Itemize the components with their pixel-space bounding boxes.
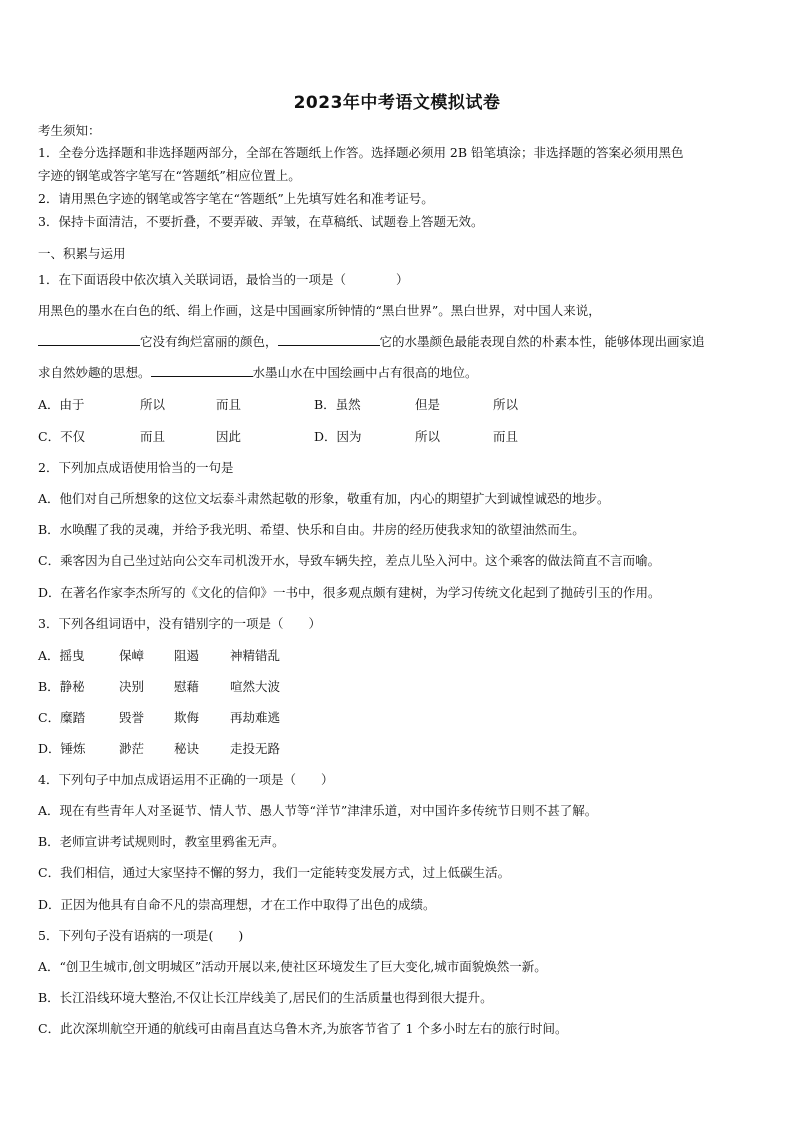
q3-option-row-c[interactable] [38, 708, 758, 728]
option-label: C．糜踏 [38, 710, 86, 725]
option-word: 毁誉 [119, 710, 145, 725]
q2-stem: 2．下列加点成语使用恰当的一句是 [38, 460, 234, 475]
option-label: D．锤炼 [38, 741, 86, 756]
notice-list [38, 141, 758, 233]
page-title: 2023年中考语文模拟试卷 [293, 93, 501, 113]
q4-stem: 4．下列句子中加点成语运用不正确的一项是（ ） [38, 772, 334, 787]
option-word: 慰藉 [174, 679, 200, 694]
section-title: 一、积累与运用 [38, 246, 126, 261]
notice-item: 1．全卷分选择题和非选择题两部分，全部在答题纸上作答。选择题必须用 2B 铅笔填涂；非选择题的答案必须用黑色 [38, 145, 684, 160]
option-d[interactable]: D．正因为他具有自命不凡的崇高理想，才在工作中取得了出色的成绩。 [38, 897, 436, 912]
option-word: 喧然大波 [230, 679, 281, 694]
notice-item: 3．保持卡面清洁，不要折叠，不要弄破、弄皱，在草稿纸、试题卷上答题无效。 [38, 214, 484, 229]
q1-passage [38, 295, 758, 388]
option-word: 保嶂 [119, 648, 145, 663]
q1-options-row [38, 395, 758, 415]
option-word: 欺侮 [174, 710, 200, 725]
notice-item: 字迹的钢笔或答字笔写在“答题纸”相应位置上。 [38, 168, 301, 183]
option-a[interactable]: A．由于 [38, 397, 85, 412]
q3-option-row-d[interactable] [38, 739, 758, 759]
q1-line: 它没有绚烂富丽的颜色， 它的水墨颜色最能表现自然的朴素本性，能够体现出画家追 [38, 326, 758, 357]
option-word: 阻遏 [174, 648, 200, 663]
q3-option-row-a[interactable] [38, 646, 758, 666]
notice-heading: 考生须知： [38, 123, 101, 138]
answer-blank [278, 333, 380, 346]
option-d[interactable]: D．在著名作家李杰所写的《文化的信仰》一书中，很多观点颇有建树，为学习传统文化起到了抛砖引玉的作用。 [38, 585, 661, 600]
option-word: 神精错乱 [230, 648, 281, 663]
option-label: A．摇曳 [38, 648, 85, 663]
option-a[interactable]: A．“创卫生城市,创文明城区”活动开展以来,使社区环境发生了巨大变化,城市面貌焕然一新。 [38, 959, 547, 974]
option-word: 而且 [216, 397, 242, 412]
option-word: 渺茫 [119, 741, 145, 756]
option-b[interactable]: B．水唤醒了我的灵魂，并给予我光明、希望、快乐和自由。井房的经历使我求知的欲望油然而生。 [38, 522, 585, 537]
option-word: 再劫难逃 [230, 710, 281, 725]
q3-option-row-b[interactable] [38, 677, 758, 697]
option-c[interactable]: C．不仅 [38, 429, 86, 444]
option-a[interactable]: A．现在有些青年人对圣诞节、情人节、愚人节等“洋节”津津乐道，对中国许多传统节日则不甚了解。 [38, 803, 598, 818]
answer-blank [151, 364, 253, 377]
q5-stem: 5．下列句子没有语病的一项是( ) [38, 928, 244, 943]
answer-blank [38, 333, 140, 346]
option-word: 因此 [216, 429, 242, 444]
option-word: 而且 [493, 429, 519, 444]
q1-line: 用黑色的墨水在白色的纸、绢上作画，这是中国画家所钟情的“黑白世界”。黑白世界，对中国人来说， [38, 303, 601, 318]
option-b[interactable]: B．长江沿线环境大整治,不仅让长江岸线美了,居民们的生活质量也得到很大提升。 [38, 990, 493, 1005]
q1-stem: 1．在下面语段中依次填入关联词语，最恰当的一项是（ ） [38, 272, 409, 287]
notice-item: 2．请用黑色字迹的钢笔或答字笔在“答题纸”上先填写姓名和准考证号。 [38, 191, 434, 206]
option-word: 所以 [415, 429, 441, 444]
option-b[interactable]: B．虽然 [314, 397, 361, 412]
option-word: 走投无路 [230, 741, 281, 756]
option-word: 所以 [140, 397, 166, 412]
option-word: 但是 [415, 397, 441, 412]
option-word: 所以 [493, 397, 519, 412]
option-word: 决别 [119, 679, 145, 694]
q3-stem: 3．下列各组词语中，没有错别字的一项是（ ） [38, 616, 321, 631]
option-d[interactable]: D．因为 [314, 429, 362, 444]
option-b[interactable]: B．老师宣讲考试规则时，教室里鸦雀无声。 [38, 834, 285, 849]
option-label: B．静秘 [38, 679, 85, 694]
option-word: 秘诀 [174, 741, 200, 756]
option-c[interactable]: C．乘客因为自己坐过站向公交车司机泼开水，导致车辆失控，差点儿坠入河中。这个乘客的做法简直不言而喻。 [38, 553, 661, 568]
option-word: 而且 [140, 429, 166, 444]
option-a[interactable]: A．他们对自己所想象的这位文坛泰斗肃然起敬的形象，敬重有加，内心的期望扩大到诚惶诚恐的地步。 [38, 491, 610, 506]
q1-line: 求自然妙趣的思想。 水墨山水在中国绘画中占有很高的地位。 [38, 365, 478, 380]
q1-options-row [38, 427, 758, 447]
option-c[interactable]: C．我们相信，通过大家坚持不懈的努力，我们一定能转变发展方式，过上低碳生活。 [38, 865, 511, 880]
option-c[interactable]: C．此次深圳航空开通的航线可由南昌直达乌鲁木齐,为旅客节省了 1 个多小时左右的旅行时间。 [38, 1021, 568, 1036]
